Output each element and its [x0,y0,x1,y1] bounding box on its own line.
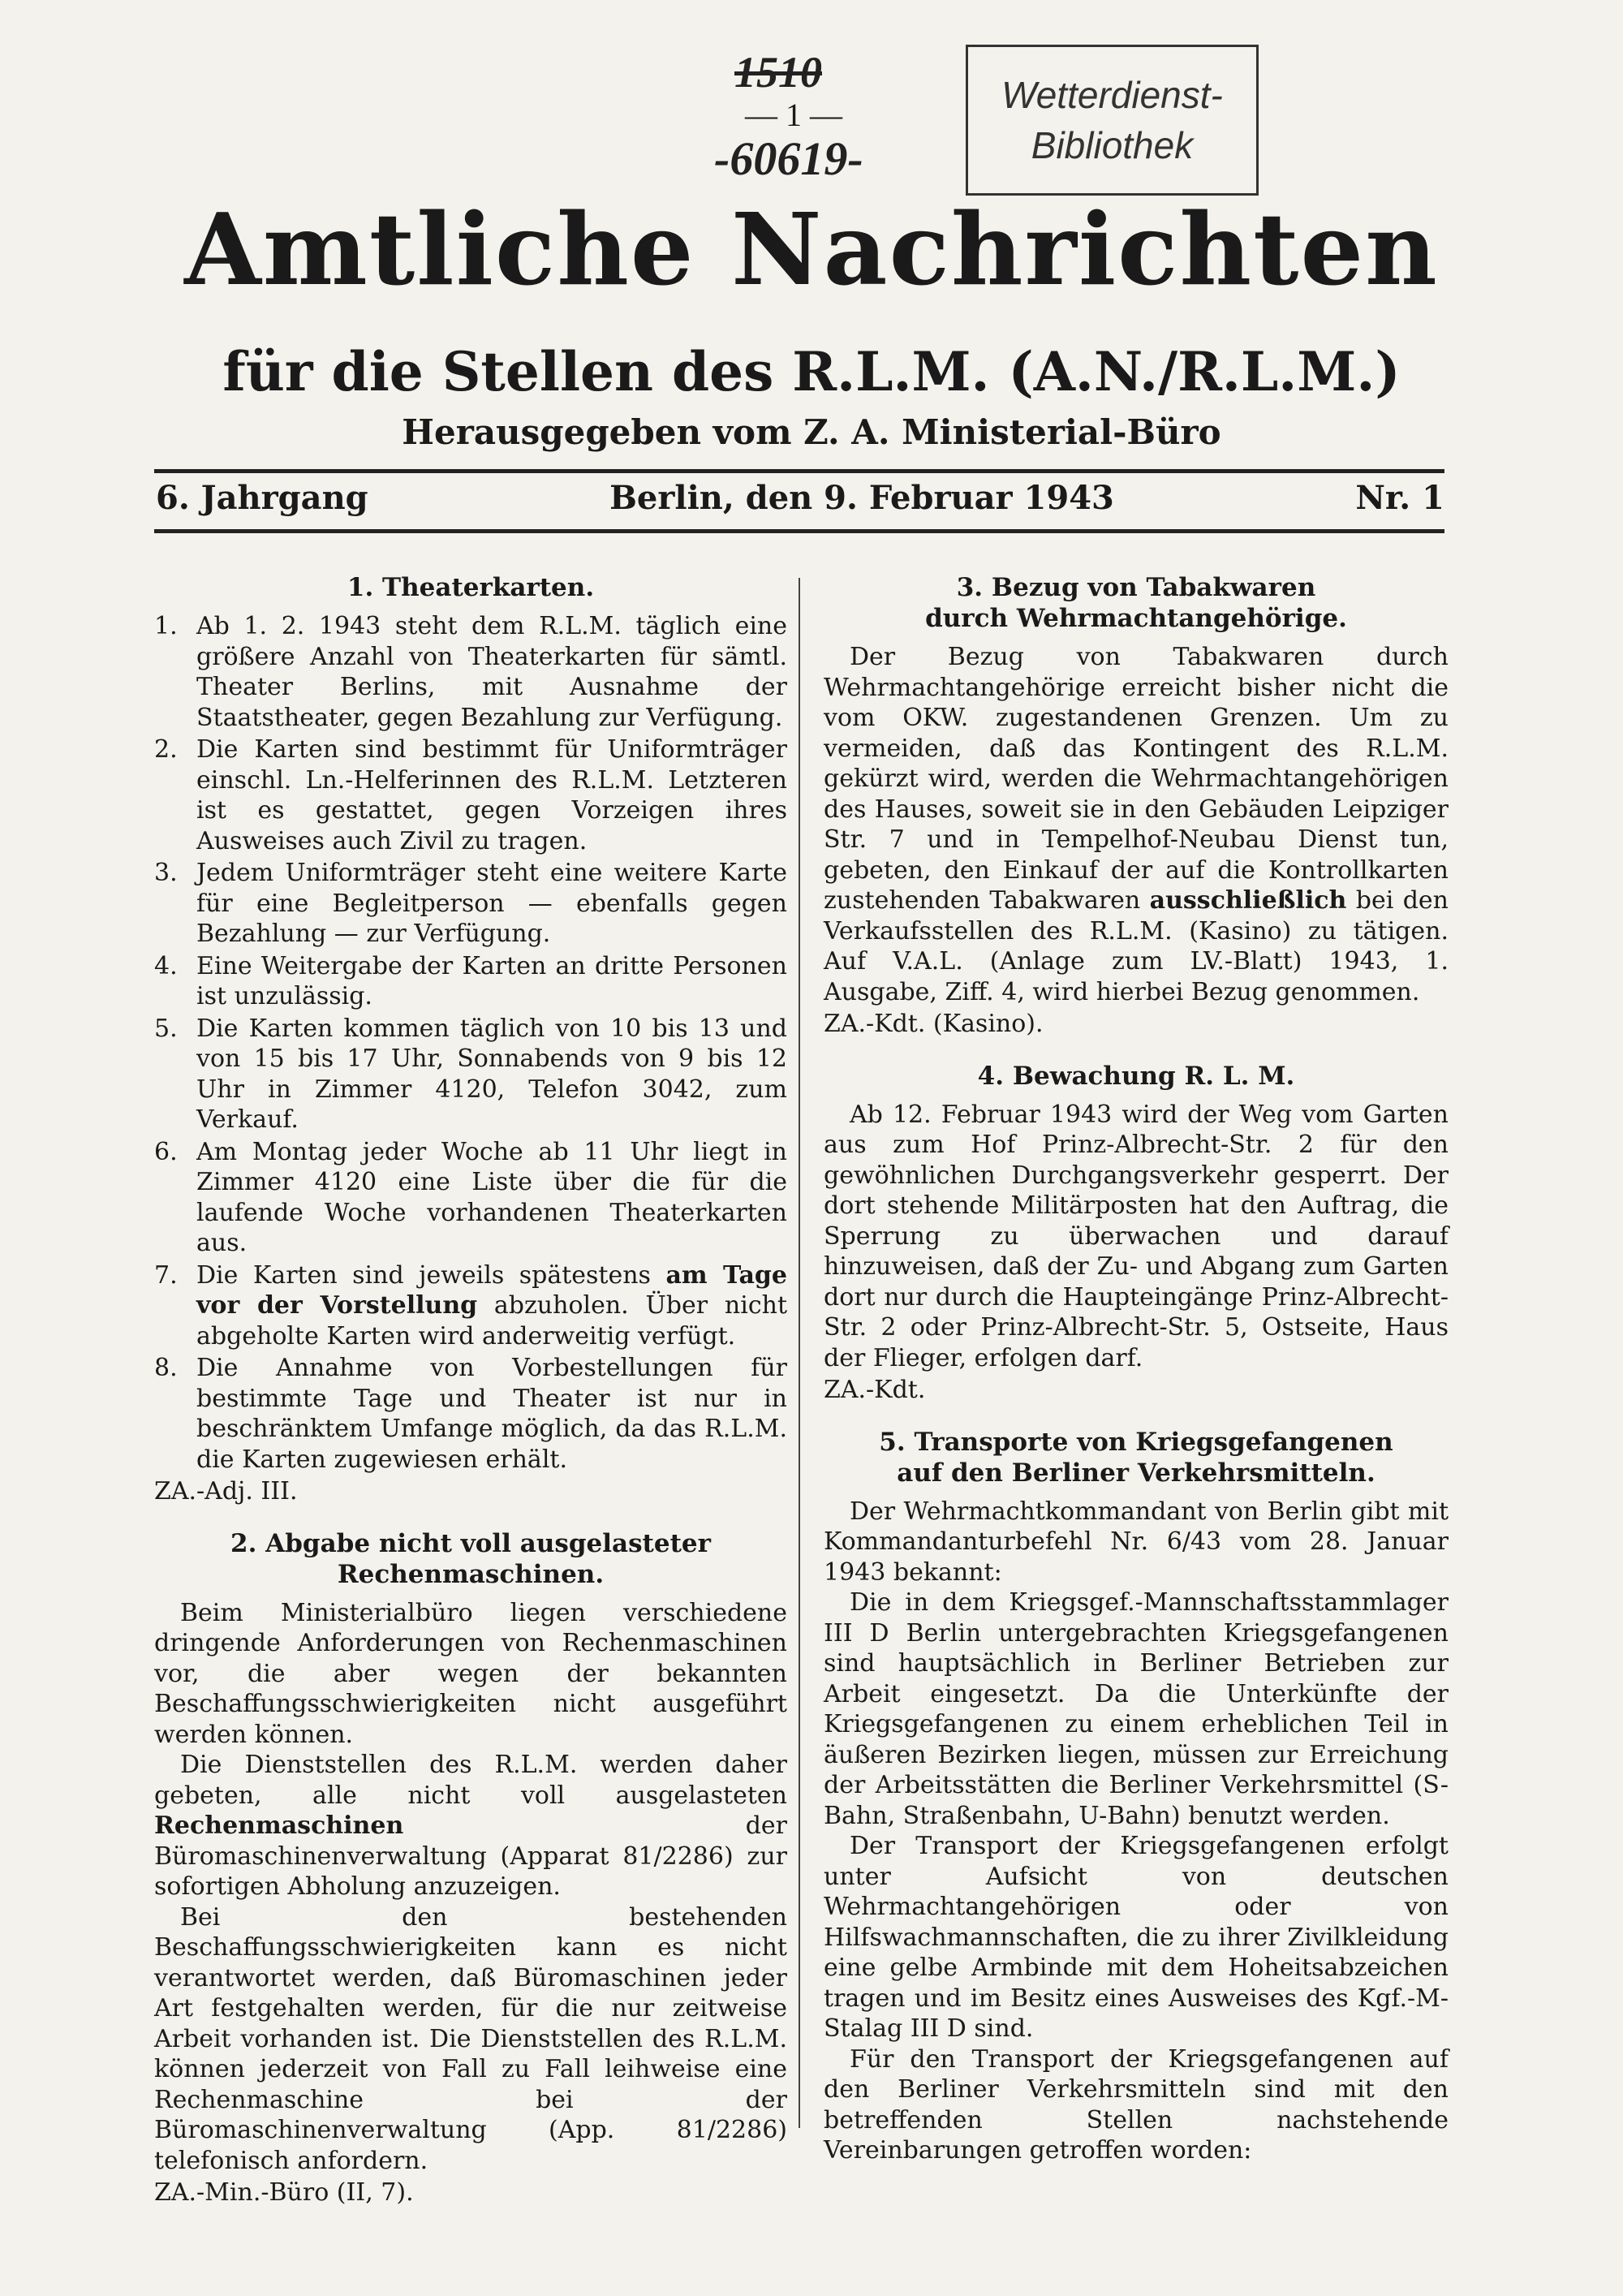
article-2-paragraph: Bei den bestehenden Beschaffungsschwierigkeiten kann es nicht verantwortet werden, daß Büromaschinen jeder Art festgehalten werden, für die nur zeitweise Arbeit vorhanden ist. Die Dienststellen des R.L.M. können jederzeit von Fall zu Fall leihweise eine Rechenmaschine bei der Büromaschinenverwaltung (App. 81/2286) telefonisch anfordern. [154,1902,787,2175]
masthead-subtitle: für die Stellen des R.L.M. (A.N./R.L.M.) [222,340,1401,403]
article-1-list [154,611,787,1475]
list-item: 6. Am Montag jeder Woche ab 11 Uhr liegt in Zimmer 4120 eine Liste über die für die laufende Woche vorhandenen Theaterkarten aus. [154,1137,787,1257]
article-1-title: 1. Theaterkarten. [347,573,595,602]
volume-label: 6. Jahrgang [156,479,368,517]
article-4-title: 4. Bewachung R. L. M. [977,1061,1295,1091]
column-divider [799,578,800,2128]
article-1-signature: ZA.-Adj. III. [154,1477,298,1506]
article-5-paragraph: Der Wehrmachtkommandant von Berlin gibt mit Kommandanturbefehl Nr. 6/43 vom 28. Januar 1943 bekannt: [824,1497,1449,1587]
article-4-signature: ZA.-Kdt. [824,1376,926,1404]
list-item: 7. Die Karten sind jeweils spätestens am Tage vor der Vorstellung abzuholen. Über nicht abgeholte Karten wird anderweitig verfügt. [154,1260,787,1350]
issue-date: Berlin, den 9. Februar 1943 [609,479,1114,517]
article-5-paragraph: Für den Transport der Kriegsgefangenen auf den Berliner Verkehrsmitteln sind mit den betreffenden Stellen nachstehende Vereinbarungen getroffen worden: [824,2044,1449,2165]
right-column [824,572,1449,2166]
list-item: 3. Jedem Uniformträger steht eine weitere Karte für eine Begleitperson — ebenfalls gegen Bezahlung — zur Verfügung. [154,859,787,948]
list-item: 2. Die Karten sind bestimmt für Uniformträger einschl. Ln.-Helferinnen des R.L.M. Letzteren ist es gestattet, gegen Vorzeigen ihres Ausweises auch Zivil zu tragen. [154,735,787,855]
article-2-title: 2. Abgabe nicht voll ausgelasteter Rechenmaschinen. [230,1528,711,1589]
list-item: 8. Die Annahme von Vorbestellungen für bestimmte Tage und Theater ist nur in beschränktem Umfange möglich, da das R.L.M. die Karten zugewiesen erhält. [154,1354,787,1474]
article-3-title: 3. Bezug von Tabakwaren durch Wehrmachtangehörige. [925,573,1347,633]
publisher-line: Herausgegeben vom Z. A. Ministerial-Büro [402,412,1221,452]
stamp-line-1: Wetterdienst- [1001,74,1223,116]
list-item: 5. Die Karten kommen täglich von 10 bis 13 und von 15 bis 17 Uhr, Sonnabends von 9 bis 12 Uhr in Zimmer 4120, Telefon 3042, zum Verkauf. [154,1014,787,1134]
article-3-signature: ZA.-Kdt. (Kasino). [824,1010,1044,1038]
masthead-title: Amtliche Nachrichten [184,191,1439,308]
article-5-paragraph: Der Transport der Kriegsgefangenen erfolgt unter Aufsicht von deutschen Wehrmachtangehörigen oder von Hilfswachmannschaften, die zu ihrer Zivilkleidung eine gelbe Armbinde mit dem Hoheitsabzeichen tragen und im Besitz eines Ausweises des Kgf.-M-Stalag III D sind. [824,1832,1449,2043]
article-5-title: 5. Transporte von Kriegsgefangenen auf den Berliner Verkehrsmitteln. [879,1427,1393,1488]
rule-top [154,469,1444,473]
article-2-paragraph: Die Dienststellen des R.L.M. werden daher gebeten, alle nicht voll ausgelasteten Rechenmaschinen der Büromaschinenverwaltung (Apparat 81/2286) zur sofortigen Abholung anzuzeigen. [154,1751,787,1901]
rule-bottom [154,529,1444,533]
article-4-paragraph: Ab 12. Februar 1943 wird der Weg vom Garten aus zum Hof Prinz-Albrecht-Str. 2 für den gewöhnlichen Durchgangsverkehr gesperrt. Der dort stehende Militärposten hat den Auftrag, die Sperrung zu überwachen und darauf hinzuweisen, daß der Zu- und Abgang zum Garten dort nur durch die Haupteingänge Prinz-Albrecht-Str. 2 oder Prinz-Albrecht-Str. 5, Ostseite, Haus der Flieger, erfolgen darf. [824,1100,1449,1372]
handwritten-crossed-number: 1510 [734,48,822,97]
article-2-signature: ZA.-Min.-Büro (II, 7). [154,2178,414,2207]
stamp-line-2: Bibliothek [1031,124,1194,166]
handwritten-number: -60619- [714,132,863,185]
issue-number: Nr. 1 [1355,479,1444,517]
library-stamp [966,45,1259,196]
list-item: 4. Eine Weitergabe der Karten an dritte Personen ist unzulässig. [154,951,787,1010]
article-2-paragraph: Beim Ministerialbüro liegen verschiedene dringende Anforderungen von Rechenmaschinen vor, die aber wegen der bekannten Beschaffungsschwierigkeiten nicht ausgeführt werden können. [154,1598,787,1749]
left-column [154,572,787,2208]
page-number: — 1 — [745,97,842,133]
article-3-paragraph: Der Bezug von Tabakwaren durch Wehrmachtangehörige erreicht bisher nicht die vom OKW. zugestandenen Grenzen. Um zu vermeiden, daß das Kontingent des R.L.M. gekürzt wird, werden die Wehrmachtangehörigen des Hauses, soweit sie in den Gebäuden Leipziger Str. 7 und in Tempelhof-Neubau Dienst tun, gebeten, den Einkauf der auf die Kontrollkarten zustehenden Tabakwaren ausschließlich bei den Verkaufsstellen des R.L.M. (Kasino) zu tätigen. Auf V.A.L. (Anlage zum LV.-Blatt) 1943, 1. Ausgabe, Ziff. 4, wird hierbei Bezug genommen. [824,643,1449,1006]
issue-line [156,479,1444,517]
article-5-paragraph: Die in dem Kriegsgef.-Mannschaftsstammlager III D Berlin untergebrachten Kriegsgefangenen sind hauptsächlich in Berliner Betrieben zur Arbeit eingesetzt. Da die Unterkünfte der Kriegsgefangenen zu einem erheblichen Teil in äußeren Bezirken liegen, müssen zur Erreichung der Arbeitsstätten die Berliner Verkehrsmittel (S-Bahn, Straßenbahn, U-Bahn) benutzt werden. [824,1588,1449,1830]
list-item: 1. Ab 1. 2. 1943 steht dem R.L.M. täglich eine größere Anzahl von Theaterkarten für sämtl. Theater Berlins, mit Ausnahme der Staatstheater, gegen Bezahlung zur Verfügung. [154,612,787,732]
